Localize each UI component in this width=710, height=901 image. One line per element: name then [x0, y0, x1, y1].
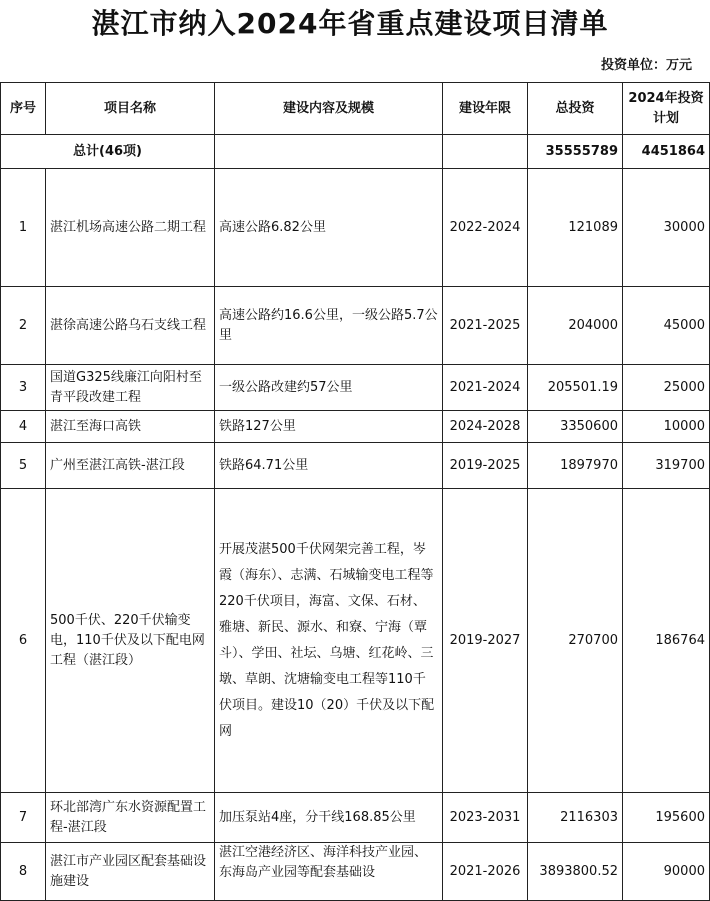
table-row — [1, 411, 710, 443]
project-table — [0, 82, 710, 901]
row-scale: 铁路64.71公里 — [215, 443, 443, 489]
row-plan: 10000 — [623, 411, 710, 443]
row-name: 国道G325线廉江向阳村至青平段改建工程 — [46, 365, 215, 411]
row-total: 3893800.52 — [528, 843, 623, 901]
row-plan: 319700 — [623, 443, 710, 489]
row-years: 2024-2028 — [443, 411, 528, 443]
row-total: 3350600 — [528, 411, 623, 443]
header-scale: 建设内容及规模 — [215, 83, 443, 135]
row-years: 2021-2026 — [443, 843, 528, 901]
row-total: 1897970 — [528, 443, 623, 489]
row-scale: 铁路127公里 — [215, 411, 443, 443]
row-no: 6 — [1, 489, 46, 793]
row-years: 2022-2024 — [443, 169, 528, 287]
row-years: 2021-2025 — [443, 287, 528, 365]
row-scale: 开展茂湛500千伏网架完善工程，岑霞（海东）、志满、石城输变电工程等220千伏项目，海富、文保、石材、雅塘、新民、源水、和寮、宁海（覃斗）、学田、社坛、乌塘、红花岭、三墩、草朗、沈塘输变电工程等110千伏项目。建设10（20）千伏及以下配网 — [215, 489, 443, 793]
summary-total: 35555789 — [528, 135, 623, 169]
header-plan: 2024年投资计划 — [623, 83, 710, 135]
row-name: 湛江机场高速公路二期工程 — [46, 169, 215, 287]
row-years: 2023-2031 — [443, 793, 528, 843]
table-row — [1, 489, 710, 793]
row-scale: 加压泵站4座，分干线168.85公里 — [215, 793, 443, 843]
row-name: 湛江市产业园区配套基础设施建设 — [46, 843, 215, 901]
row-total: 2116303 — [528, 793, 623, 843]
header-years: 建设年限 — [443, 83, 528, 135]
summary-row — [1, 135, 710, 169]
row-name: 湛徐高速公路乌石支线工程 — [46, 287, 215, 365]
row-no: 4 — [1, 411, 46, 443]
row-no: 1 — [1, 169, 46, 287]
page-title: 湛江市纳入2024年省重点建设项目清单 — [91, 7, 609, 40]
unit-label: 投资单位：万元 — [600, 58, 692, 73]
row-total: 121089 — [528, 169, 623, 287]
row-plan: 25000 — [623, 365, 710, 411]
row-years: 2021-2024 — [443, 365, 528, 411]
row-total: 205501.19 — [528, 365, 623, 411]
row-scale: 一级公路改建约57公里 — [215, 365, 443, 411]
row-plan: 90000 — [623, 843, 710, 901]
table-row — [1, 843, 710, 901]
summary-label: 总计(46项) — [1, 135, 215, 169]
row-name: 湛江至海口高铁 — [46, 411, 215, 443]
table-row — [1, 793, 710, 843]
row-no: 7 — [1, 793, 46, 843]
row-plan: 30000 — [623, 169, 710, 287]
row-name: 500千伏、220千伏输变电，110千伏及以下配电网工程（湛江段） — [46, 489, 215, 793]
row-no: 2 — [1, 287, 46, 365]
header-name: 项目名称 — [46, 83, 215, 135]
header-no: 序号 — [1, 83, 46, 135]
row-years: 2019-2025 — [443, 443, 528, 489]
row-name: 广州至湛江高铁-湛江段 — [46, 443, 215, 489]
row-plan: 195600 — [623, 793, 710, 843]
row-total: 270700 — [528, 489, 623, 793]
row-plan: 186764 — [623, 489, 710, 793]
row-scale: 高速公路约16.6公里，一级公路5.7公里 — [215, 287, 443, 365]
table-row — [1, 169, 710, 287]
header-total: 总投资 — [528, 83, 623, 135]
table-row — [1, 365, 710, 411]
row-name: 环北部湾广东水资源配置工程-湛江段 — [46, 793, 215, 843]
row-scale: 高速公路6.82公里 — [215, 169, 443, 287]
row-years: 2019-2027 — [443, 489, 528, 793]
row-scale: 湛江空港经济区、海洋科技产业园、东海岛产业园等配套基础设 — [215, 843, 443, 901]
row-no: 8 — [1, 843, 46, 901]
row-no: 5 — [1, 443, 46, 489]
table-row — [1, 443, 710, 489]
row-no: 3 — [1, 365, 46, 411]
row-plan: 45000 — [623, 287, 710, 365]
row-total: 204000 — [528, 287, 623, 365]
table-row — [1, 287, 710, 365]
summary-plan: 4451864 — [623, 135, 710, 169]
